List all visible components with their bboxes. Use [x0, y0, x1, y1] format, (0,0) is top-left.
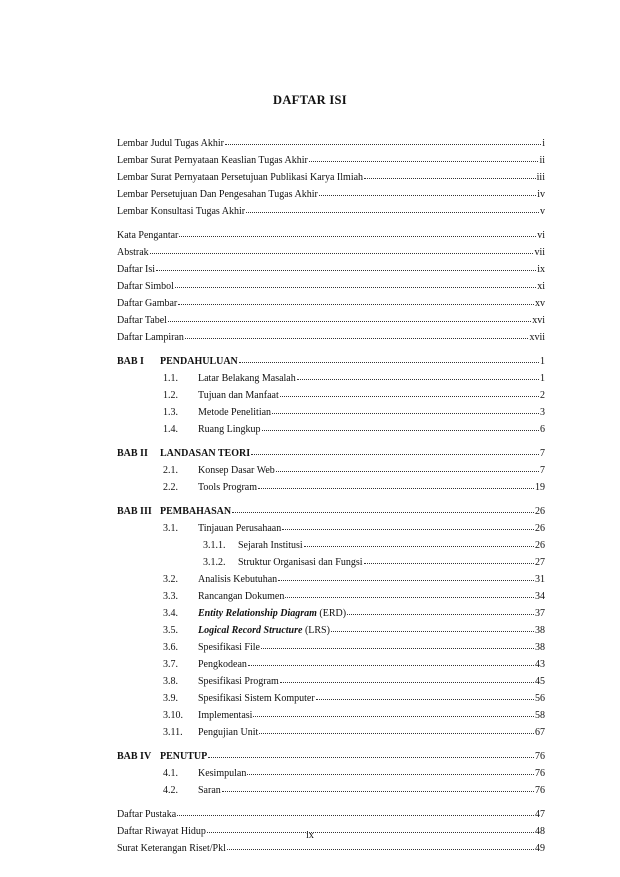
toc-entry-label	[117, 229, 178, 243]
toc-entry-page: 56	[535, 693, 545, 704]
toc-entry-number: 3.10.	[163, 710, 183, 721]
leader-dots	[258, 479, 534, 489]
toc-entry-page: 37	[535, 608, 545, 619]
toc-entry[interactable]	[117, 446, 545, 460]
toc-entry-number: 3.1.1.	[203, 540, 226, 551]
toc-entry[interactable]	[117, 245, 545, 259]
toc-entry[interactable]	[163, 405, 545, 419]
toc-entry[interactable]	[163, 606, 545, 620]
toc-entry-label	[117, 154, 308, 168]
leader-dots	[272, 404, 539, 414]
leader-dots	[364, 169, 536, 179]
toc-entry[interactable]	[163, 766, 545, 780]
leader-dots	[222, 782, 534, 792]
toc-entry[interactable]	[117, 841, 545, 855]
toc-entry-page: 26	[535, 540, 545, 551]
toc-entry-label	[163, 372, 296, 386]
toc-entry-page: ii	[539, 155, 545, 166]
toc-entry-number: 3.7.	[163, 659, 178, 670]
toc-entry-page: v	[540, 206, 545, 217]
toc-entry-title: Tinjauan Perusahaan	[198, 523, 282, 534]
toc-entry[interactable]	[117, 749, 545, 763]
toc-entry-page: 27	[535, 557, 545, 568]
toc-entry[interactable]	[163, 691, 545, 705]
toc-entry-page: 26	[535, 506, 545, 517]
toc-entry-title: Rancangan Dokumen	[198, 591, 285, 602]
toc-entry-label	[117, 314, 167, 328]
toc-entry-page: 6	[540, 424, 545, 435]
page-number: ix	[306, 830, 314, 841]
toc-entry-number: BAB I	[117, 356, 144, 367]
toc-entry-title: PEMBAHASAN	[160, 506, 232, 517]
toc-entry-number: 3.8.	[163, 676, 178, 687]
toc-entry-title: Entity Relationship Diagram (ERD)	[198, 608, 347, 619]
toc-entry-label	[117, 355, 238, 369]
toc-entry-page: vii	[534, 247, 545, 258]
toc-entry-page: 34	[535, 591, 545, 602]
toc-entry-title: Konsep Dasar Web	[198, 465, 275, 476]
toc-entry[interactable]	[163, 623, 545, 637]
toc-entry-label	[203, 539, 303, 553]
toc-entry-number: BAB III	[117, 506, 152, 517]
toc-entry-page: 7	[540, 448, 545, 459]
toc-entry-page: 7	[540, 465, 545, 476]
toc-entry[interactable]	[203, 555, 545, 569]
leader-dots	[248, 656, 534, 666]
toc-entry-label	[163, 522, 281, 536]
toc-entry-page: 76	[535, 785, 545, 796]
toc-entry-page: 67	[535, 727, 545, 738]
toc-entry-number: 2.1.	[163, 465, 178, 476]
leader-dots	[262, 421, 540, 431]
toc-entry-number: 3.2.	[163, 574, 178, 585]
leader-dots	[208, 748, 534, 758]
toc-entry-number: 1.4.	[163, 424, 178, 435]
toc-entry-label	[117, 246, 149, 260]
toc-entry[interactable]	[163, 674, 545, 688]
toc-entry-label	[117, 188, 318, 202]
toc-entry-label	[203, 556, 363, 570]
toc-entry-title: Metode Penelitian	[198, 407, 272, 418]
toc-entry-number: BAB IV	[117, 751, 152, 762]
leader-dots	[316, 690, 534, 700]
toc-entry-title: Lembar Surat Pernyataan Persetujuan Publikasi Karya Ilmiah	[117, 172, 364, 183]
toc-entry-label	[163, 675, 279, 689]
toc-entry[interactable]	[163, 463, 545, 477]
toc-entry-title: PENDAHULUAN	[160, 356, 238, 367]
toc-entry-page: 38	[535, 625, 545, 636]
leader-dots	[177, 806, 534, 816]
toc-entry[interactable]	[163, 783, 545, 797]
leader-dots	[347, 605, 534, 615]
toc-entry-title: Saran	[198, 785, 221, 796]
toc-entry[interactable]	[117, 313, 545, 327]
leader-dots	[261, 639, 534, 649]
toc-entry-label	[117, 137, 224, 151]
toc-entry-label	[117, 263, 155, 277]
leader-dots	[253, 707, 534, 717]
toc-entry-title: Lembar Judul Tugas Akhir	[117, 138, 224, 149]
toc-entry-page: xvi	[532, 315, 545, 326]
toc-entry-title: Surat Keterangan Riset/Pkl	[117, 843, 226, 854]
toc-entry-page: vi	[537, 230, 545, 241]
toc-entry[interactable]	[117, 262, 545, 276]
leader-dots	[278, 571, 534, 581]
toc-entry-title: Logical Record Structure (LRS)	[198, 625, 330, 636]
leader-dots	[179, 227, 536, 237]
toc-entry[interactable]	[117, 228, 545, 242]
leader-dots	[280, 673, 534, 683]
toc-entry-label	[117, 505, 231, 519]
toc-entry-label	[163, 624, 330, 638]
leader-dots	[285, 588, 534, 598]
toc-entry[interactable]	[117, 330, 545, 344]
toc-entry-number: 1.1.	[163, 373, 178, 384]
toc-entry-page: xvii	[529, 332, 545, 343]
leader-dots	[156, 261, 536, 271]
toc-entry-title: Lembar Konsultasi Tugas Akhir	[117, 206, 246, 217]
leader-dots	[319, 186, 536, 196]
leader-dots	[309, 152, 539, 162]
leader-dots	[282, 520, 534, 530]
toc-entry-page: 76	[535, 751, 545, 762]
toc-entry[interactable]	[163, 572, 545, 586]
toc-entry-number: 1.3.	[163, 407, 178, 418]
toc-entry[interactable]	[163, 657, 545, 671]
toc-entry-label	[163, 767, 246, 781]
leader-dots	[276, 462, 539, 472]
toc-entry-page: 2	[540, 390, 545, 401]
toc-entry-title: Implementasi	[198, 710, 253, 721]
toc-entry-page: 26	[535, 523, 545, 534]
toc-entry-label	[117, 205, 245, 219]
toc-entry-page: 43	[535, 659, 545, 670]
toc-entry[interactable]	[117, 354, 545, 368]
toc-entry-title: Analisis Kebutuhan	[198, 574, 278, 585]
leader-dots	[225, 135, 541, 145]
toc-entry-title: Lembar Surat Pernyataan Keaslian Tugas Akhir	[117, 155, 308, 166]
leader-dots	[251, 445, 539, 455]
toc-entry-title: Abstrak	[117, 247, 149, 258]
toc-entry-label	[163, 709, 252, 723]
toc-entry-label	[117, 280, 174, 294]
toc-entry-title: Daftar Gambar	[117, 298, 178, 309]
toc-entry-title: Daftar Simbol	[117, 281, 174, 292]
toc-entry-title: Pengujian Unit	[198, 727, 259, 738]
toc-entry-label	[163, 726, 258, 740]
leader-dots	[227, 840, 534, 850]
toc-entry-label	[117, 447, 250, 461]
toc-entry-number: 4.2.	[163, 785, 178, 796]
toc-entry-label	[117, 297, 177, 311]
toc-entry-label	[163, 423, 261, 437]
leader-dots	[297, 370, 539, 380]
toc-entry[interactable]	[163, 388, 545, 402]
toc-entry-label	[163, 590, 284, 604]
toc-entry-number: 1.2.	[163, 390, 178, 401]
toc-entry-label	[117, 808, 176, 822]
toc-entry-number: 3.4.	[163, 608, 178, 619]
toc-entry-page: ix	[537, 264, 545, 275]
toc-entry-label	[117, 171, 363, 185]
toc-entry-page: 76	[535, 768, 545, 779]
toc-entry-label	[163, 658, 247, 672]
toc-entry-title: LANDASAN TEORI	[160, 448, 251, 459]
toc-entry-page: 48	[535, 826, 545, 837]
toc-entry[interactable]	[163, 422, 545, 436]
toc-entry-page: 58	[535, 710, 545, 721]
toc-entry-label	[163, 406, 271, 420]
toc-entry-number: 3.5.	[163, 625, 178, 636]
toc-entry-title: Daftar Isi	[117, 264, 156, 275]
toc-entry-title: Tools Program	[198, 482, 258, 493]
toc-entry-number: BAB II	[117, 448, 148, 459]
toc-entry-page: 31	[535, 574, 545, 585]
toc-entry-label	[163, 464, 275, 478]
toc-entry-label	[163, 573, 277, 587]
toc-entry-label	[163, 784, 221, 798]
toc-entry-title: PENUTUP	[160, 751, 208, 762]
leader-dots	[331, 622, 534, 632]
toc-entry-number: 4.1.	[163, 768, 178, 779]
toc-entry[interactable]	[117, 170, 545, 184]
toc-entry[interactable]	[163, 589, 545, 603]
toc-entry[interactable]	[117, 204, 545, 218]
leader-dots	[246, 203, 539, 213]
leader-dots	[239, 353, 539, 363]
leader-dots	[280, 387, 539, 397]
toc-entry[interactable]	[117, 807, 545, 821]
toc-entry-page: iii	[536, 172, 545, 183]
toc-entry-label	[117, 750, 207, 764]
toc-entry-page: 45	[535, 676, 545, 687]
leader-dots	[168, 312, 531, 322]
toc-entry-title: Spesifikasi File	[198, 642, 260, 653]
toc-entry[interactable]	[117, 504, 545, 518]
toc-entry-title: Lembar Persetujuan Dan Pengesahan Tugas Akhir	[117, 189, 318, 200]
toc-entry[interactable]	[117, 279, 545, 293]
toc-entry-title: Latar Belakang Masalah	[198, 373, 296, 384]
toc-entry-page: 49	[535, 843, 545, 854]
toc-entry-page: 1	[540, 356, 545, 367]
toc-entry-title: Pengkodean	[198, 659, 247, 670]
toc-entry-number: 3.6.	[163, 642, 178, 653]
toc-entry-number: 3.9.	[163, 693, 178, 704]
toc-entry-title: Daftar Pustaka	[117, 809, 177, 820]
toc-entry-page: 47	[535, 809, 545, 820]
toc-entry-title: Kesimpulan	[198, 768, 247, 779]
toc-entry[interactable]	[117, 136, 545, 150]
toc-entry-page: xi	[537, 281, 545, 292]
toc-entry-title: Daftar Lampiran	[117, 332, 184, 343]
toc-entry[interactable]	[117, 153, 545, 167]
toc-entry[interactable]	[117, 187, 545, 201]
toc-entry-page: i	[542, 138, 545, 149]
toc-entry-page: 19	[535, 482, 545, 493]
toc-entry-label	[117, 842, 226, 856]
leader-dots	[364, 554, 534, 564]
toc-entry-title: Daftar Tabel	[117, 315, 167, 326]
toc-entry-page: 38	[535, 642, 545, 653]
toc-entry-page: iv	[537, 189, 545, 200]
toc-entry-title: Sejarah Institusi	[238, 540, 303, 551]
toc-entry-page: xv	[535, 298, 545, 309]
toc-entry[interactable]	[203, 538, 545, 552]
page-title: DAFTAR ISI	[273, 93, 347, 107]
toc-entry-number: 3.1.2.	[203, 557, 226, 568]
toc-entry-label	[117, 331, 184, 345]
toc-entry[interactable]	[163, 371, 545, 385]
toc-entry-title: Ruang Lingkup	[198, 424, 261, 435]
toc-entry-page: 3	[540, 407, 545, 418]
toc-entry[interactable]	[117, 296, 545, 310]
leader-dots	[175, 278, 536, 288]
toc-entry-label	[163, 481, 257, 495]
toc-entry-title: Tujuan dan Manfaat	[198, 390, 279, 401]
toc-entry-title: Daftar Riwayat Hidup	[117, 826, 206, 837]
leader-dots	[185, 329, 529, 339]
toc-entry-label	[163, 692, 315, 706]
toc-entry-title: Spesifikasi Sistem Komputer	[198, 693, 315, 704]
leader-dots	[304, 537, 534, 547]
toc-entry[interactable]	[163, 480, 545, 494]
toc-entry[interactable]	[163, 640, 545, 654]
toc-entry-number: 2.2.	[163, 482, 178, 493]
toc-entry-label	[163, 641, 260, 655]
toc-entry-number: 3.1.	[163, 523, 178, 534]
toc-entry-label	[163, 389, 279, 403]
toc-entry-label	[163, 607, 346, 621]
toc-entry[interactable]	[163, 521, 545, 535]
leader-dots	[247, 765, 534, 775]
leader-dots	[232, 503, 534, 513]
toc-entry[interactable]	[163, 708, 545, 722]
toc-entry-page: 1	[540, 373, 545, 384]
toc-entry-title: Kata Pengantar	[117, 230, 179, 241]
leader-dots	[150, 244, 534, 254]
toc-entry-number: 3.3.	[163, 591, 178, 602]
toc-entry-number: 3.11.	[163, 727, 183, 738]
leader-dots	[178, 295, 534, 305]
toc-entry-title: Struktur Organisasi dan Fungsi	[238, 557, 363, 568]
toc-entry-title: Spesifikasi Program	[198, 676, 279, 687]
leader-dots	[259, 724, 534, 734]
toc-entry[interactable]	[163, 725, 545, 739]
